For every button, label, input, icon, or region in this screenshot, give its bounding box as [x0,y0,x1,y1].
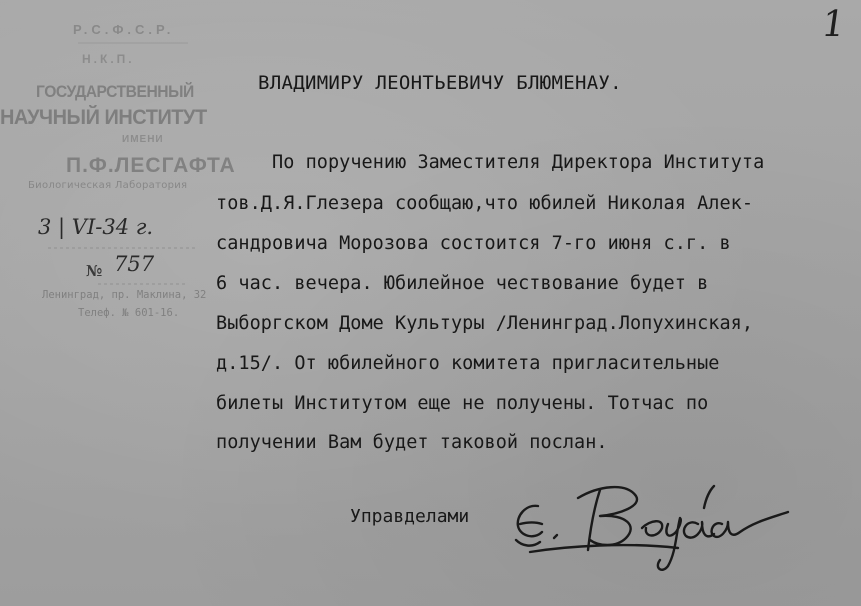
signature-label: Управделами [350,506,470,527]
body-line-2: тов.Д.Я.Глезера сообщаю,что юбилей Николая Алек- [216,193,754,214]
body-line-3: сандровича Морозова состоится 7-го июня с.г. в [216,233,731,254]
body-line-8: получении Вам будет таковой послан. [216,432,608,453]
handwritten-date: 3 | VI-34 г. [38,215,154,239]
stamp-phone: Телеф. № 601-16. [78,307,180,319]
handwritten-signature [508,468,798,578]
page-number: 1 [819,4,848,45]
addressee: ВЛАДИМИРУ ЛЕОНТЬЕВИЧУ БЛЮМЕНАУ. [258,72,622,94]
stamp-line-6: П.Ф.ЛЕСГАФТА [66,154,236,177]
body-line-1: По поручению Заместителя Директора Института [272,152,765,173]
stamp-line-3: ГОСУДАРСТВЕННЫЙ [36,82,194,101]
body-line-7: билеты Институтом еще не получены. Тотчас по [216,393,709,414]
stamp-line-7: Биологическая Лаборатория [28,180,188,191]
stamp-line-1: Р.С.Ф.С.Р. [73,22,175,37]
stamp-line-5: ИМЕНИ [122,134,164,145]
body-line-4: 6 час. вечера. Юбилейное чествование будет в [216,273,709,294]
stamp-line-2: Н.К.П. [82,52,135,66]
number-label: № [86,262,103,280]
stamp-line-4: НАУЧНЫЙ ИНСТИТУТ [0,106,207,129]
stamp-address: Ленинград, пр. Маклина, 32 [42,289,207,301]
body-line-6: д.15/. От юбилейного комитета пригласительные [216,353,720,374]
body-line-5: Выборгском Доме Культуры /Ленинград.Лопухинская, [216,313,754,334]
handwritten-number: 757 [114,252,155,276]
